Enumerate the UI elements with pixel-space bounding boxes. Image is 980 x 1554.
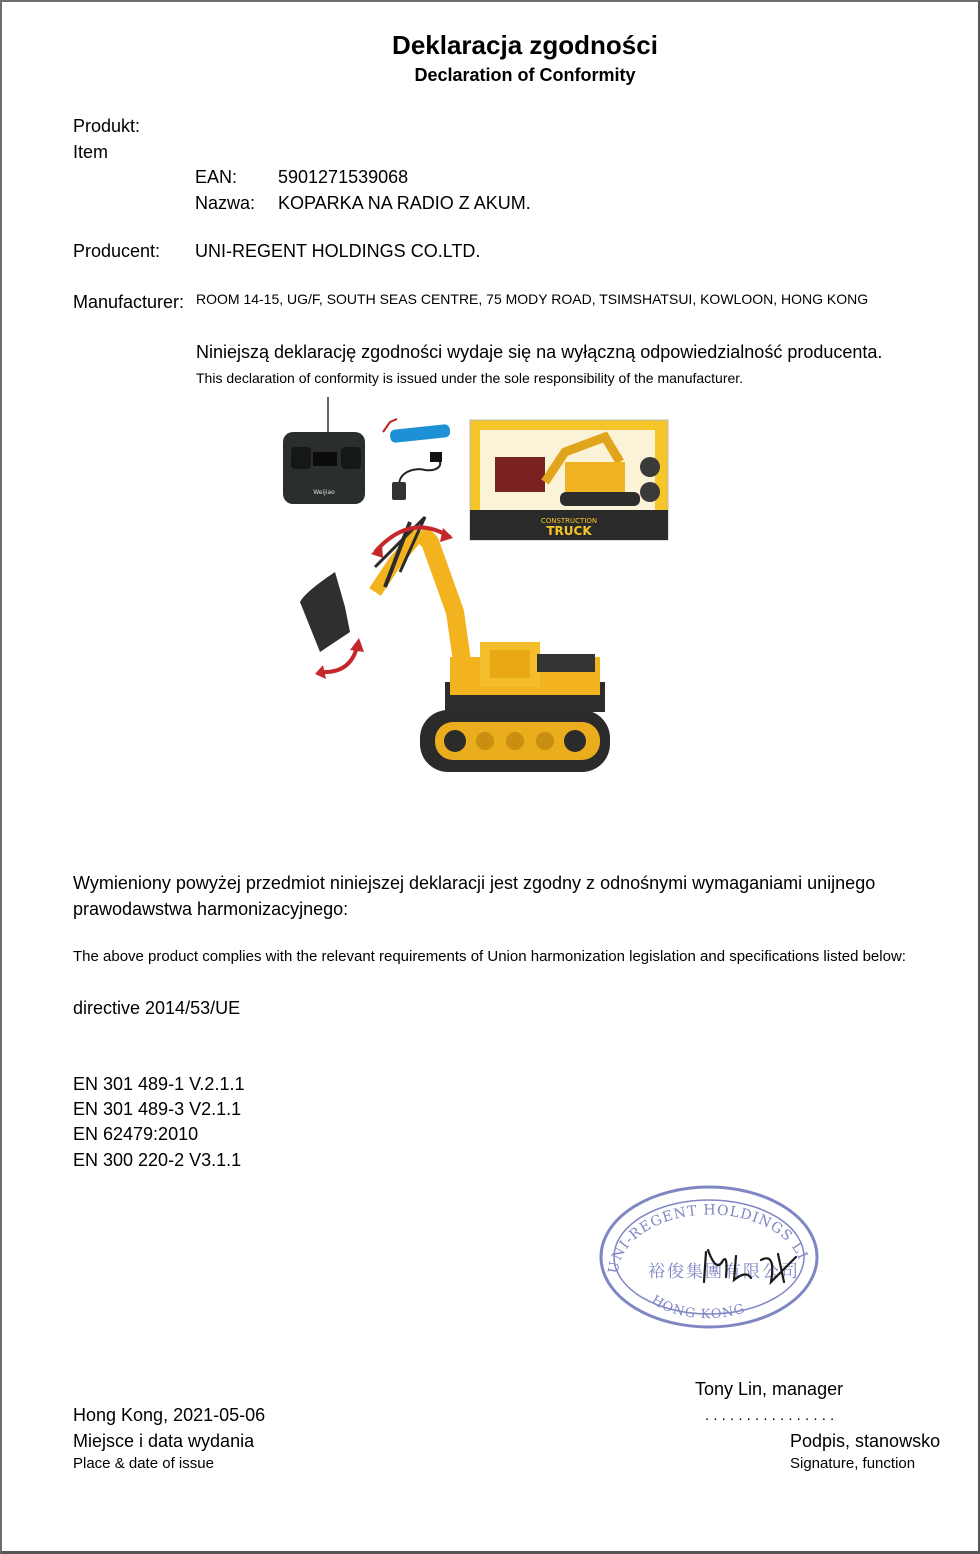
ean-label: EAN: (195, 167, 238, 187)
place-date: Hong Kong, 2021-05-06 (73, 1405, 266, 1425)
signer-name: Tony Lin, manager (695, 1379, 844, 1399)
company-stamp (588, 1170, 822, 1332)
product-label-pl: Produkt: (73, 116, 141, 136)
name-label: Nazwa: (195, 193, 256, 213)
box-truck-text: TRUCK (546, 524, 592, 538)
signature-label-pl: Podpis, stanowsko (790, 1431, 941, 1451)
product-box-image (470, 420, 668, 540)
product-image (275, 392, 675, 792)
page-title: Deklaracja zgodności (392, 30, 658, 60)
producer-name: UNI-REGENT HOLDINGS CO.LTD. (195, 241, 481, 261)
name-value: KOPARKA NA RADIO Z AKUM. (278, 193, 531, 213)
responsibility-en: This declaration of conformity is issued under the sole responsibility of the manufacturer. (196, 370, 744, 386)
svg-text:Weijiao: Weijiao (313, 489, 335, 496)
box-title-text: CONSTRUCTION (540, 517, 598, 525)
standard-item: EN 300 220-2 V3.1.1 (73, 1150, 242, 1170)
usb-cable-image (392, 452, 442, 500)
place-label-pl: Miejsce i data wydania (73, 1431, 255, 1451)
ean-value: 5901271539068 (278, 167, 409, 187)
signature-line: . . . . . . . . . . . . . . . . (705, 1407, 835, 1424)
directive: directive 2014/53/UE (73, 998, 241, 1018)
manufacturer-address: ROOM 14-15, UG/F, SOUTH SEAS CENTRE, 75 MODY ROAD, TSIMSHATSUI, KOWLOON, HONG KONG (196, 291, 869, 307)
standard-item: EN 301 489-1 V.2.1.1 (73, 1074, 245, 1094)
compliance-pl-line1: Wymieniony powyżej przedmiot niniejszej deklaracji jest zgodny z odnośnymi wymaganiami unijnego (73, 873, 876, 893)
battery-image (383, 419, 451, 443)
excavator-image (300, 517, 610, 772)
stamp-top-text: UNI-REGENT HOLDINGS LIMITED (588, 1170, 811, 1275)
standard-item: EN 301 489-3 V2.1.1 (73, 1099, 242, 1119)
page-subtitle: Declaration of Conformity (414, 65, 636, 85)
responsibility-pl: Niniejszą deklarację zgodności wydaje się na wyłączną odpowiedzialność producenta. (196, 342, 883, 362)
manufacturer-label: Manufacturer: (73, 292, 185, 312)
remote-control-image (283, 397, 365, 504)
stamp-chinese-text: 裕俊集團有限公司 (648, 1262, 800, 1282)
svg-text:UNI-REGENT HOLDINGS LIMITED (588, 1170, 810, 1275)
stamp-bottom-text: HONG KONG (648, 1292, 748, 1323)
signature-label-en: Signature, function (790, 1455, 916, 1472)
compliance-pl-line2: prawodawstwa harmonizacyjnego: (73, 899, 349, 919)
svg-text:HONG KONG (648, 1293, 747, 1323)
product-label-en: Item (73, 142, 109, 162)
producer-label: Producent: (73, 241, 161, 261)
standard-item: EN 62479:2010 (73, 1124, 199, 1144)
place-label-en: Place & date of issue (73, 1455, 214, 1472)
compliance-en: The above product complies with the relevant requirements of Union harmonization legislation and specifications listed below: (73, 948, 906, 965)
